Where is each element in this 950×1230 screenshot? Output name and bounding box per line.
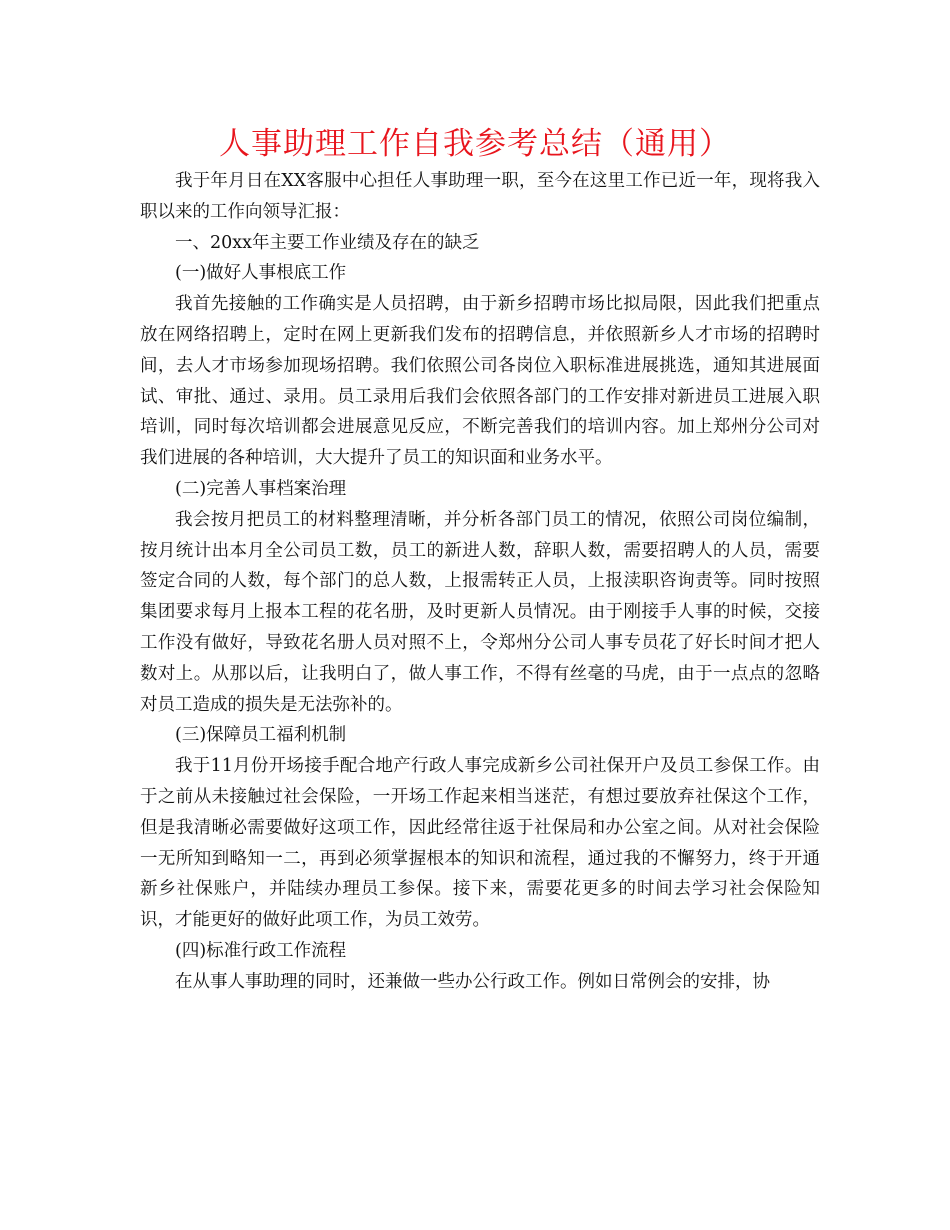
- subheading-admin-process: (四)标准行政工作流程: [175, 940, 347, 961]
- paragraph-admin-process: 在从事人事助理的同时，还兼做一些办公行政工作。例如日常例会的安排，协: [175, 971, 770, 992]
- paragraph-recruitment: 我首先接触的工作确实是人员招聘，由于新乡招聘市场比拟局限，因此我们把重点放在网络招聘上，定时在网上更新我们发布的招聘信息，并依照新乡人才市场的招聘时间，去人才市场参加现场招聘。我们依照公司各岗位入职标准进展挑选，通知其进展面试、审批、通过、录用。员工录用后我们会依照各部门的工作安排对新进员工进展入职培训，同时每次培训都会进展意见反应，不断完善我们的培训内容。加上郑州分公司对我们进展的各种培训，大大提升了员工的知识面和业务水平。: [140, 294, 820, 469]
- subheading-welfare: (三)保障员工福利机制: [175, 725, 347, 746]
- document-body: [140, 166, 820, 998]
- paragraph-welfare: 我于11月份开场接手配合地产行政人事完成新乡公司社保开户及员工参保工作。由于之前从未接触过社会保险，一开场工作起来相当迷茫，有想过要放弃社保这个工作，但是我清晰必需要做好这项工作，因此经常往返于社保局和办公室之间。从对社会保险一无所知到略知一二，再到必须掌握根本的知识和流程，通过我的不懈努力，终于开通新乡社保账户，并陆续办理员工参保。接下来，需要花更多的时间去学习社会保险知识，才能更好的做好此项工作，为员工效劳。: [140, 756, 820, 931]
- paragraph-intro: 我于年月日在XX客服中心担任人事助理一职，至今在这里工作已近一年，现将我入职以来的工作向领导汇报：: [140, 171, 820, 222]
- heading-section-one: 一、20xx年主要工作业绩及存在的缺乏: [175, 232, 480, 253]
- subheading-archives: (二)完善人事档案治理: [175, 478, 347, 499]
- paragraph-archives: 我会按月把员工的材料整理清晰，并分析各部门员工的情况，依照公司岗位编制，按月统计出本月全公司员工数，员工的新进人数，辞职人数，需要招聘人的人员，需要签定合同的人数，每个部门的总人数，上报需转正人员，上报渎职咨询责等。同时按照集团要求每月上报本工程的花名册，及时更新人员情况。由于刚接手人事的时候，交接工作没有做好，导致花名册人员对照不上，令郑州分公司人事专员花了好长时间才把人数对上。从那以后，让我明白了，做人事工作，不得有丝毫的马虎，由于一点点的忽略对员工造成的损失是无法弥补的。: [140, 509, 820, 715]
- document-title: 人事助理工作自我参考总结（通用）: [219, 126, 731, 162]
- subheading-recruitment: (一)做好人事根底工作: [175, 263, 347, 284]
